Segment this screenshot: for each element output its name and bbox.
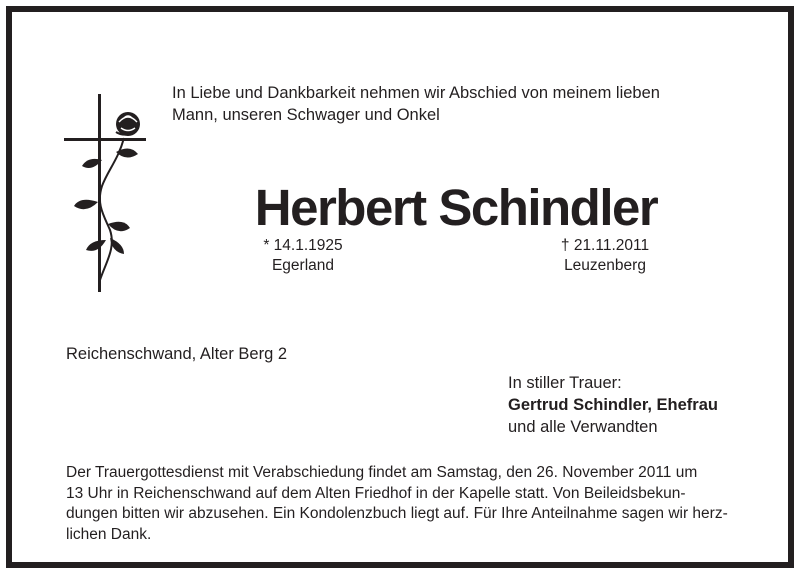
notice-line-1: Der Trauergottesdienst mit Verabschiedung findet am Samstag, den 26. November 2011 um (66, 464, 698, 481)
deceased-name: Herbert Schindler (254, 179, 658, 236)
notice-line-2: 13 Uhr in Reichenschwand auf dem Alten Friedhof in der Kapelle statt. Von Beileidsbekun- (66, 484, 686, 502)
mourners-primary: Gertrud Schindler, Ehefrau (508, 396, 718, 414)
notice-line-4: lichen Dank. (66, 525, 152, 543)
death-date: † 21.11.2011 (560, 237, 650, 254)
death-place: Leuzenberg (564, 257, 646, 274)
funeral-notice (66, 463, 737, 545)
birth-date: * 14.1.1925 (263, 237, 343, 254)
intro-line-2: Mann, unseren Schwager und Onkel (172, 106, 440, 124)
intro-line-1: In Liebe und Dankbarkeit nehmen wir Abschied von meinem lieben (172, 84, 660, 102)
death-info (530, 236, 680, 276)
notice-line-3: dungen bitten wir abzusehen. Ein Kondolenzbuch liegt auf. Für Ihre Anteilnahme sagen wir herz- (66, 505, 728, 522)
birth-place: Egerland (271, 257, 335, 274)
intro-text (172, 82, 738, 126)
mourners-block (508, 372, 718, 438)
mourners-heading: In stiller Trauer: (508, 374, 622, 392)
address: Reichenschwand, Alter Berg 2 (66, 345, 288, 363)
mourners-others: und alle Verwandten (508, 418, 658, 436)
birth-info (238, 236, 368, 276)
